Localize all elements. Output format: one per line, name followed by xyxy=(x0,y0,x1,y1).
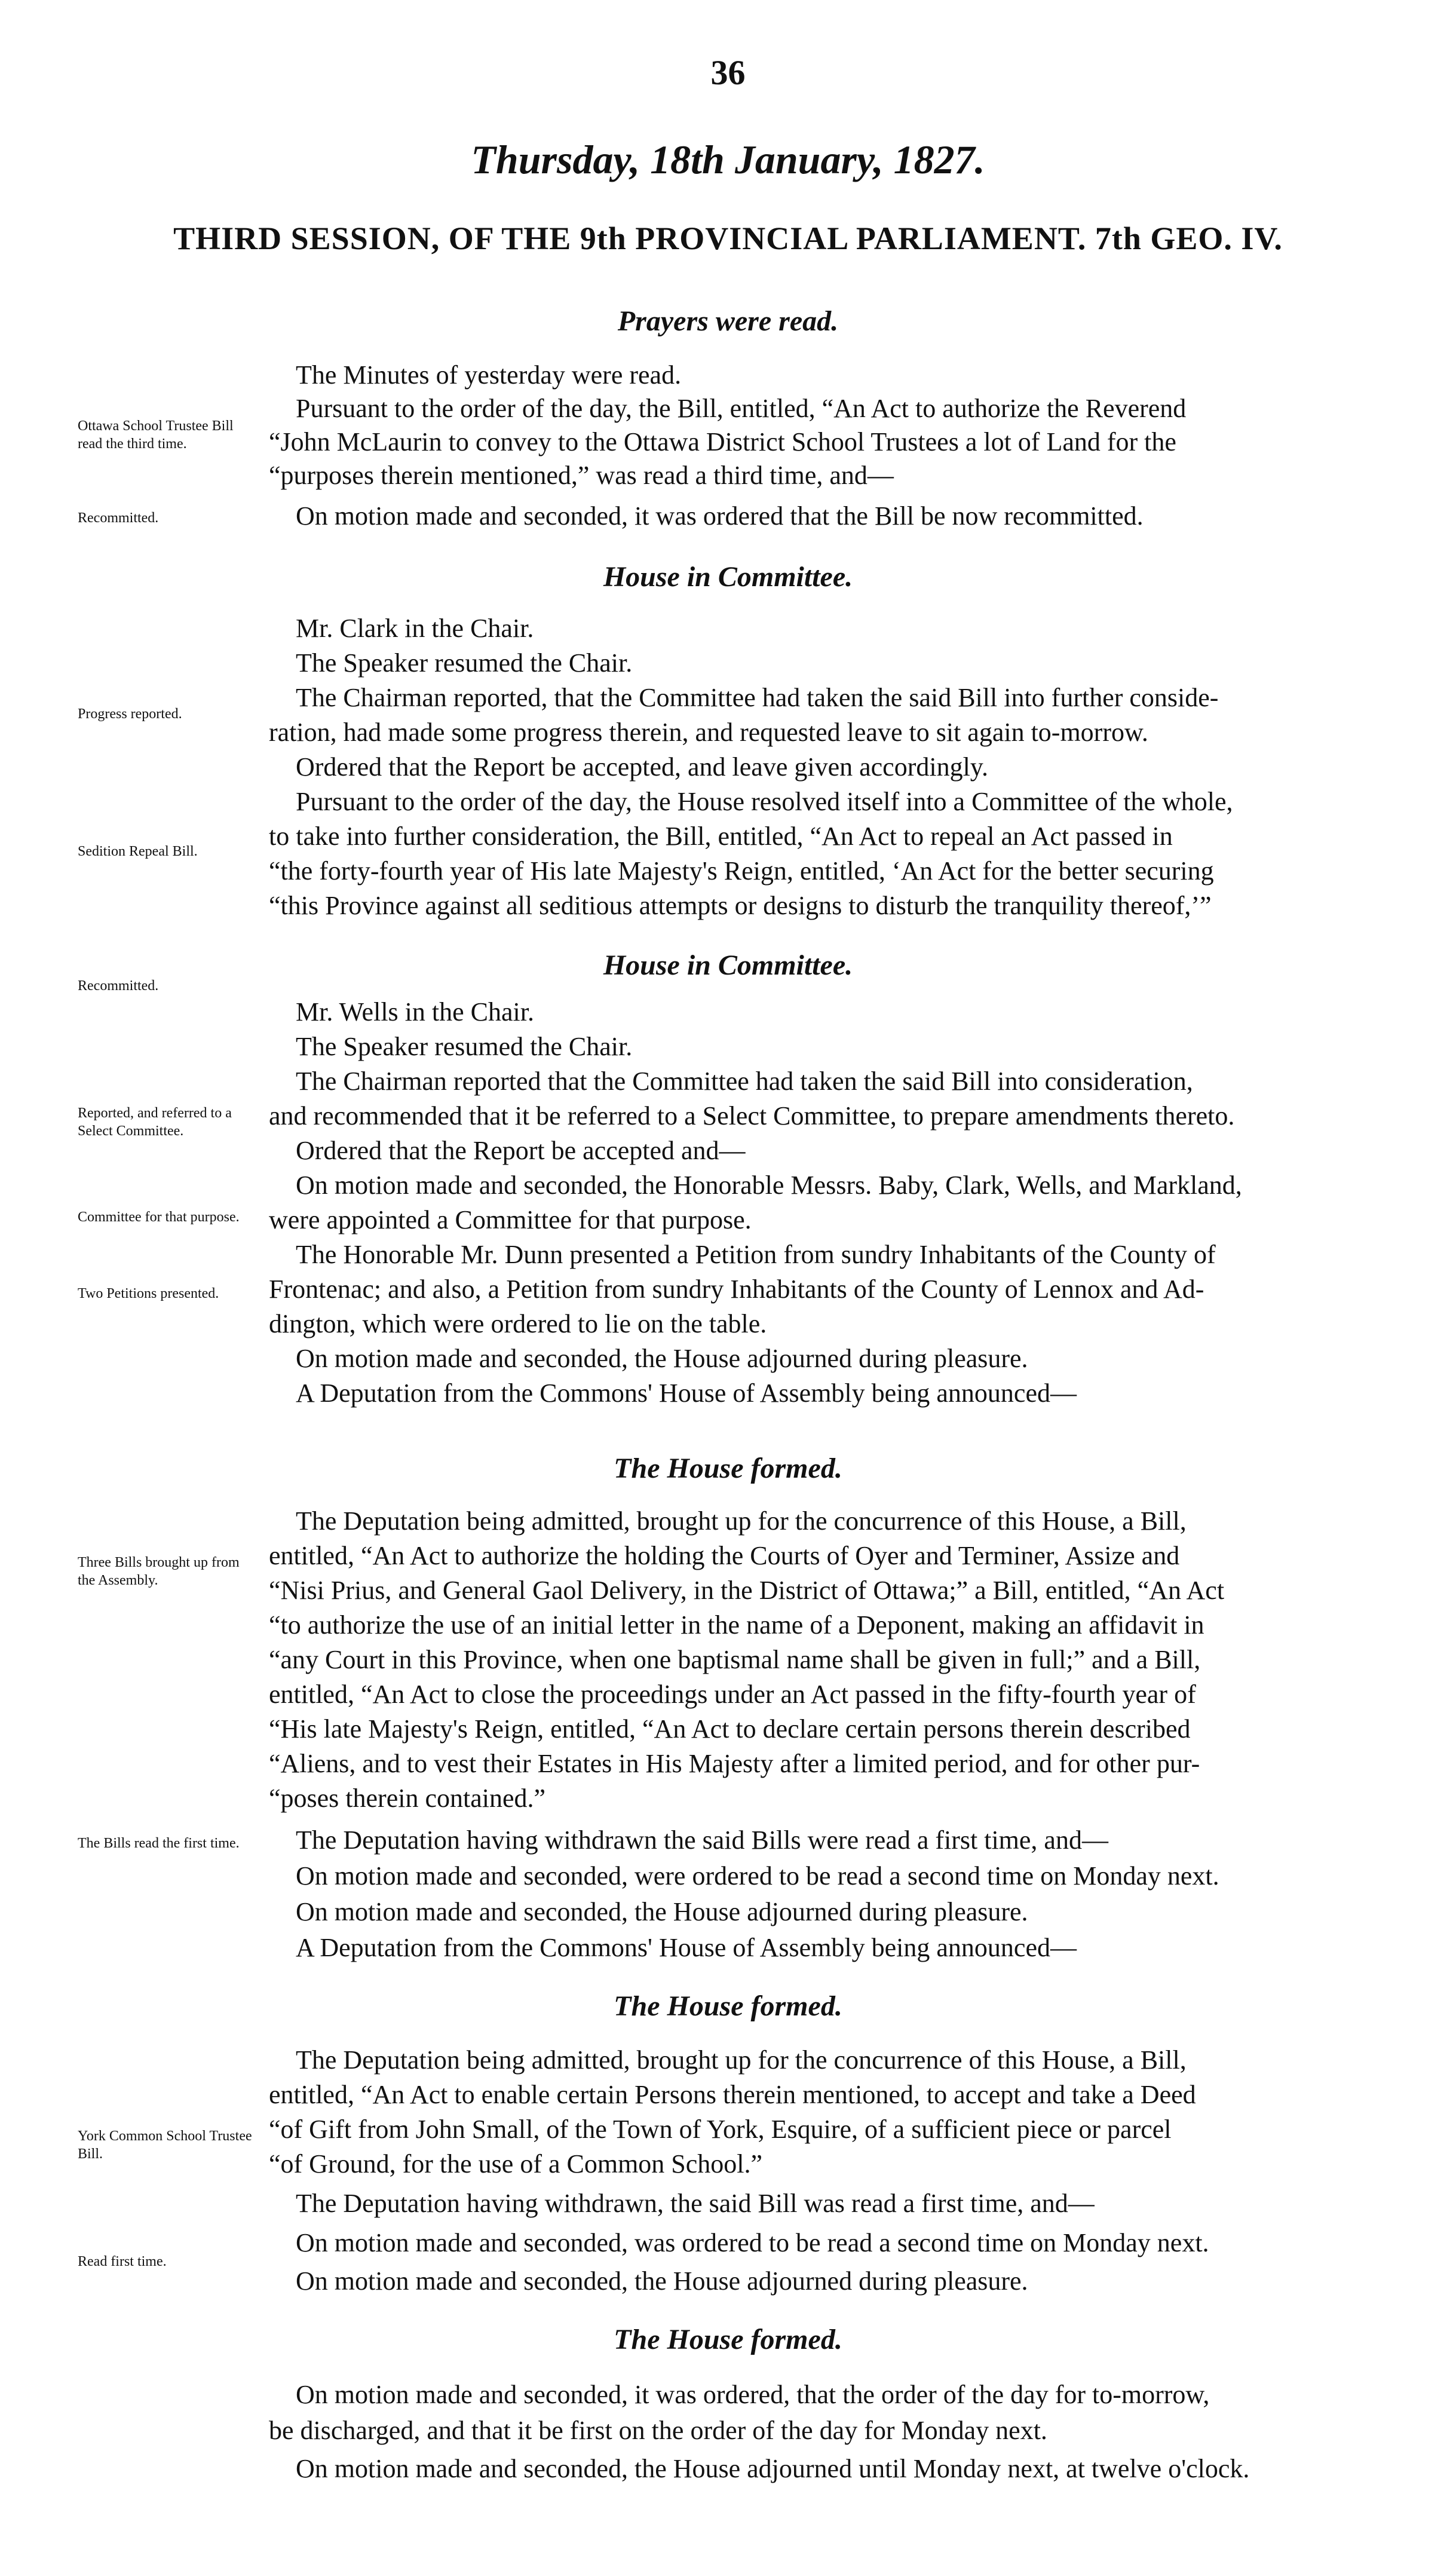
text-line: be discharged, and that it be first on the order of the day for Monday next. xyxy=(269,2416,1047,2445)
text-line: “this Province against all seditious attempts or designs to disturb the tranquility thereof,’” xyxy=(269,891,1212,920)
text-line: ration, had made some progress therein, and requested leave to sit again to-morrow. xyxy=(269,718,1148,747)
text-line: On motion made and seconded, the House adjourned until Monday next, at twelve o'clock. xyxy=(296,2454,1250,2483)
page-number: 36 xyxy=(710,53,746,92)
text-line: On motion made and seconded, the House adjourned during pleasure. xyxy=(296,1344,1028,1373)
text-line: The Deputation being admitted, brought up for the concurrence of this House, a Bill, xyxy=(296,1506,1187,1536)
section-heading: Prayers were read. xyxy=(617,305,839,337)
text-line: The Speaker resumed the Chair. xyxy=(296,648,633,678)
text-line: were appointed a Committee for that purpose. xyxy=(269,1205,752,1234)
text-line: On motion made and seconded, were ordered to be read a second time on Monday next. xyxy=(296,1861,1219,1891)
text-line: “any Court in this Province, when one baptismal name shall be given in full;” and a Bill, xyxy=(269,1645,1201,1674)
text-line: The Honorable Mr. Dunn presented a Petition from sundry Inhabitants of the County of xyxy=(296,1240,1216,1269)
section-heading: The House formed. xyxy=(614,1990,842,2022)
text-line: “Aliens, and to vest their Estates in His Majesty after a limited period, and for other pur- xyxy=(269,1749,1200,1778)
text-line: On motion made and seconded, was ordered to be read a second time on Monday next. xyxy=(296,2228,1209,2257)
margin-note: York Common School Trustee Bill. xyxy=(78,2128,252,2162)
text-line: Frontenac; and also, a Petition from sundry Inhabitants of the County of Lennox and Ad- xyxy=(269,1275,1204,1304)
text-line: “Nisi Prius, and General Gaol Delivery, in the District of Ottawa;” a Bill, entitled, “An Act xyxy=(269,1576,1225,1605)
text-line: “of Gift from John Small, of the Town of York, Esquire, of a sufficient piece or parcel xyxy=(269,2115,1172,2144)
text-line: Mr. Wells in the Chair. xyxy=(296,997,534,1027)
text-line: dington, which were ordered to lie on the table. xyxy=(269,1309,767,1338)
session-heading: THIRD SESSION, OF THE 9th PROVINCIAL PARLIAMENT. 7th GEO. IV. xyxy=(173,220,1283,256)
text-line: On motion made and seconded, the House adjourned during pleasure. xyxy=(296,2266,1028,2296)
section-heading: The House formed. xyxy=(614,1453,842,1484)
section-heading: House in Committee. xyxy=(603,561,853,593)
text-line: The Chairman reported, that the Committee had taken the said Bill into further conside- xyxy=(296,683,1219,712)
text-line: On motion made and seconded, it was ordered that the Bill be now recommitted. xyxy=(296,501,1144,531)
text-line: “purposes therein mentioned,” was read a third time, and— xyxy=(269,461,894,490)
text-line: to take into further consideration, the Bill, entitled, “An Act to repeal an Act passed in xyxy=(269,822,1173,851)
margin-note: Three Bills brought up from the Assembly. xyxy=(78,1555,240,1588)
text-line: The Speaker resumed the Chair. xyxy=(296,1032,633,1061)
text-line: Pursuant to the order of the day, the Bill, entitled, “An Act to authorize the Reverend xyxy=(296,394,1187,423)
section-heading: The House formed. xyxy=(614,2324,842,2355)
text-line: “His late Majesty's Reign, entitled, “An Act to declare certain persons therein described xyxy=(269,1714,1191,1744)
text-line: “the forty-fourth year of His late Majesty's Reign, entitled, ‘An Act for the better securing xyxy=(269,856,1214,886)
text-line: The Deputation having withdrawn, the said Bill was read a first time, and— xyxy=(296,2189,1095,2218)
margin-note: Sedition Repeal Bill. xyxy=(78,844,198,859)
margin-note: Recommitted. xyxy=(78,510,159,526)
text-line: The Chairman reported that the Committee had taken the said Bill into consideration, xyxy=(296,1067,1193,1096)
text-line: “poses therein contained.” xyxy=(269,1784,546,1813)
text-line: entitled, “An Act to enable certain Persons therein mentioned, to accept and take a Deed xyxy=(269,2080,1196,2109)
text-line: On motion made and seconded, it was ordered, that the order of the day for to-morrow, xyxy=(296,2380,1210,2409)
margin-note: Reported, and referred to a Select Committee. xyxy=(78,1105,232,1139)
text-line: Mr. Clark in the Chair. xyxy=(296,614,534,643)
text-line: On motion made and seconded, the House adjourned during pleasure. xyxy=(296,1897,1028,1926)
text-line: entitled, “An Act to authorize the holding the Courts of Oyer and Terminer, Assize and xyxy=(269,1541,1180,1570)
text-line: The Minutes of yesterday were read. xyxy=(296,360,682,390)
section-heading: House in Committee. xyxy=(603,949,853,981)
margin-note: Progress reported. xyxy=(78,706,182,722)
text-line: A Deputation from the Commons' House of Assembly being announced— xyxy=(296,1378,1077,1408)
text-line: The Deputation having withdrawn the said Bills were read a first time, and— xyxy=(296,1825,1108,1855)
date-heading: Thursday, 18th January, 1827. xyxy=(471,137,985,182)
margin-note: Ottawa School Trustee Bill read the third time. xyxy=(78,418,234,452)
margin-note: Read first time. xyxy=(78,2254,167,2269)
text-line: entitled, “An Act to close the proceedings under an Act passed in the fifty-fourth year of xyxy=(269,1680,1196,1709)
text-line: A Deputation from the Commons' House of Assembly being announced— xyxy=(296,1933,1077,1962)
text-line: The Deputation being admitted, brought up for the concurrence of this House, a Bill, xyxy=(296,2045,1187,2075)
text-line: “to authorize the use of an initial letter in the name of a Deponent, making an affidavit in xyxy=(269,1610,1204,1640)
text-line: and recommended that it be referred to a Select Committee, to prepare amendments thereto. xyxy=(269,1101,1235,1130)
margin-note: Recommitted. xyxy=(78,978,159,994)
text-line: “of Ground, for the use of a Common School.” xyxy=(269,2149,763,2179)
text-line: Ordered that the Report be accepted and— xyxy=(296,1136,746,1165)
text-line: Pursuant to the order of the day, the House resolved itself into a Committee of the whole, xyxy=(296,787,1233,816)
margin-note: Committee for that purpose. xyxy=(78,1209,240,1225)
margin-note: The Bills read the first time. xyxy=(78,1836,240,1851)
text-line: Ordered that the Report be accepted, and leave given accordingly. xyxy=(296,752,988,782)
text-line: On motion made and seconded, the Honorable Messrs. Baby, Clark, Wells, and Markland, xyxy=(296,1171,1242,1200)
text-line: “John McLaurin to convey to the Ottawa District School Trustees a lot of Land for the xyxy=(269,427,1176,457)
margin-note: Two Petitions presented. xyxy=(78,1286,219,1301)
